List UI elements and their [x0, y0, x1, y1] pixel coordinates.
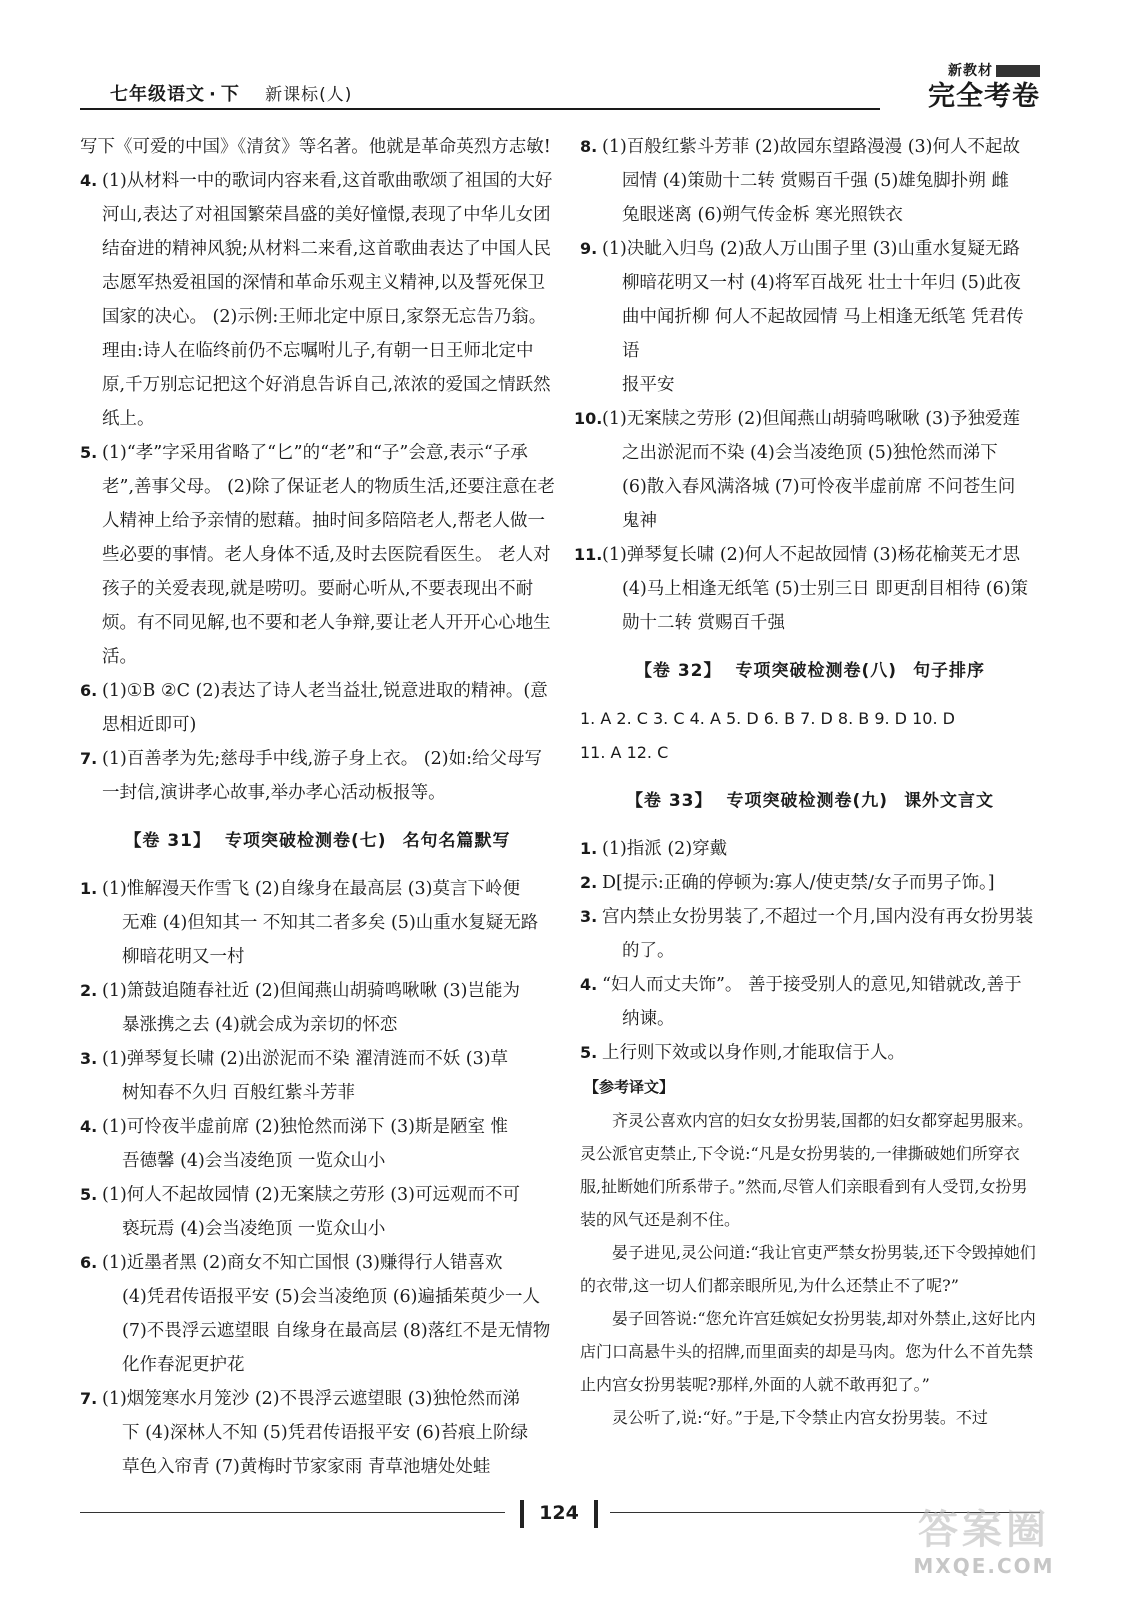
item-text: 上行则下效或以身作则,才能取信于人。 [602, 1043, 906, 1063]
section-topic: 句子排序 [913, 661, 986, 681]
item-text-continued: 草色入帘青 (7)黄梅时节家家雨 青草池塘处处蛙 [122, 1457, 491, 1477]
item-text-continued: 柳暗花明又一村 [122, 947, 245, 967]
brand-bar-icon [996, 65, 1040, 77]
item-text-continued: 无难 (4)但知其一 不知其二者多矣 (5)山重水复疑无路 [122, 913, 539, 933]
item-text: (1)百善孝为先;慈母手中线,游子身上衣。 (2)如:给父母写一封信,演讲孝心故事,举办孝心活动板报等。 [102, 749, 542, 803]
answer-item [80, 872, 555, 974]
item-text-continued: (4)凭君传语报平安 (5)会当凌绝顶 (6)遍插茱萸少一人 [122, 1287, 540, 1307]
header-title [110, 80, 352, 106]
item-text: (1)从材料一中的歌词内容来看,这首歌曲歌颂了祖国的大好河山,表达了对祖国繁荣昌盛的美好憧憬,表现了中华儿女团结奋进的精神风貌;从材料二来看,这首歌曲表达了中国人民志愿军热爱祖国的深情和革命乐观主义精神,以及誓死保卫国家的决心。 (2)示例:王师北定中原日,家祭无忘告乃翁。理由:诗人在临终前仍不忘嘱咐儿子,有朝一日王师北定中原,千万别忘记把这个好消息告诉自己,浓浓的爱国之情跃然纸上。 [102, 171, 553, 429]
item-number: 6. [80, 681, 98, 700]
translation-paragraph: 齐灵公喜欢内宫的妇女女扮男装,国都的妇女都穿起男服来。灵公派官吏禁止,下令说:“凡是女扮男装的,一律撕破她们所穿衣服,扯断她们所系带子。”然而,尽管人们亲眼看到有人受罚,女扮男装的风气还是刹不住。 [580, 1111, 1034, 1229]
item-text-continued: 园情 (4)策勋十二转 赏赐百千强 (5)雄兔脚扑朔 雌 [622, 171, 1009, 191]
item-text: (1)弹琴复长啸 (2)出淤泥而不染 濯清涟而不妖 (3)草 [102, 1049, 509, 1069]
item-number: 10. [574, 409, 603, 428]
item-text: 宫内禁止女扮男装了,不超过一个月,国内没有再女扮男装 [602, 907, 1034, 927]
item-number: 4. [580, 975, 598, 994]
answer-item [80, 974, 555, 1042]
answer-item [580, 832, 1040, 866]
item-text: (1)可怜夜半虚前席 (2)独怆然而涕下 (3)斯是陋室 惟 [102, 1117, 509, 1137]
item-number: 4. [80, 1117, 98, 1136]
answer-item [80, 1178, 555, 1246]
intro-line: 写下《可爱的中国》《清贫》等名著。他就是革命英烈方志敏! [80, 137, 551, 157]
answer-item [80, 436, 555, 674]
item-text: D[提示:正确的停顿为:寡人/使吏禁/女子而男子饰。] [602, 873, 995, 893]
item-number: 8. [580, 137, 598, 156]
section-title-31 [80, 824, 555, 858]
item-text-continued: 鬼神 [622, 511, 657, 531]
item-text-continued: 化作春泥更护花 [122, 1355, 245, 1375]
item-text: (1)近墨者黑 (2)商女不知亡国恨 (3)赚得行人错喜欢 [102, 1253, 503, 1273]
item-text-continued: (4)马上相逢无纸笔 (5)士别三日 即更刮目相待 (6)策 [622, 579, 1029, 599]
answer-item [80, 1246, 555, 1382]
item-number: 1. [80, 879, 98, 898]
item-number: 2. [80, 981, 98, 1000]
item-text: (1)“孝”字采用省略了“匕”的“老”和“子”会意,表示“子承老”,善事父母。 (2)除了保证老人的物质生活,还要注意在老人精神上给予亲情的慰藉。抽时间多陪陪老人,帮老人做一些必要的事情。老人身体不适,及时去医院看医生。 老人对孩子的关爱表现,就是唠叨。要耐心听从,不要表现出不耐烦。有不同见解,也不要和老人争辩,要让老人开开心心地生活。 [102, 443, 555, 667]
translation-paragraph: 灵公听了,说:“好。”于是,下令禁止内宫女扮男装。不过 [612, 1408, 988, 1427]
answer-item [580, 968, 1040, 1036]
section-33-answers [580, 832, 1040, 1070]
item-text-continued: 树知春不久归 百般红紫斗芳菲 [122, 1083, 356, 1103]
answer-item [80, 164, 555, 436]
answer-item [580, 1036, 1040, 1070]
item-text: (1)箫鼓追随春社近 (2)但闻燕山胡骑鸣啾啾 (3)岂能为 [102, 981, 520, 1001]
item-text-continued: (7)不畏浮云遮望眼 自缘身在最高层 (8)落红不是无情物 [122, 1321, 551, 1341]
item-text-continued: 下 (4)深林人不知 (5)凭君传语报平安 (6)苔痕上阶绿 [122, 1423, 529, 1443]
item-text: (1)何人不起故园情 (2)无案牍之劳形 (3)可远观而不可 [102, 1185, 520, 1205]
section-name: 专项突破检测卷(八) [735, 661, 898, 681]
answer-item [574, 402, 1040, 538]
answer-item [80, 1110, 555, 1178]
item-text: (1)指派 (2)穿戴 [602, 839, 728, 859]
answer-item [80, 742, 555, 810]
watermark-domain-text: MXQE.COM [913, 1554, 1055, 1578]
item-text-continued: 亵玩焉 (4)会当凌绝顶 一览众山小 [122, 1219, 386, 1239]
page-number: 124 [539, 1502, 579, 1524]
item-text: (1)烟笼寒水月笼沙 (2)不畏浮云遮望眼 (3)独怆然而涕 [102, 1389, 520, 1409]
item-text-continued: 兔眼迷离 (6)朔气传金柝 寒光照铁衣 [622, 205, 903, 225]
section-tag: 【卷 31】 [124, 831, 212, 851]
page-header [80, 60, 1040, 112]
item-number: 3. [580, 907, 598, 926]
item-text-continued: 之出淤泥而不染 (4)会当凌绝顶 (5)独怆然而涕下 [622, 443, 998, 463]
item-number: 5. [80, 443, 98, 462]
choice-answers-line: 11. A 12. C [580, 743, 669, 762]
item-number: 11. [574, 545, 603, 564]
item-number: 7. [80, 749, 98, 768]
watermark-logo [889, 1498, 1079, 1578]
answer-item [580, 900, 1040, 968]
grade-subject: 七年级语文 [110, 84, 205, 105]
section-30-continued [574, 130, 1040, 640]
section-31-answers [80, 872, 555, 1484]
item-text: (1)①B ②C (2)表达了诗人老当益壮,锐意进取的精神。(意思相近即可) [102, 681, 548, 735]
section-title-32 [580, 654, 1040, 688]
choice-answers-line: 1. A 2. C 3. C 4. A 5. D 6. B 7. D 8. B 9. D 10. D [580, 709, 955, 728]
item-number: 2. [580, 873, 598, 892]
answer-item [580, 866, 1040, 900]
item-text-continued: 暴涨携之去 (4)就会成为亲切的怀恋 [122, 1015, 398, 1035]
volume-label: 下 [220, 84, 240, 105]
curriculum-standard: 新课标(人) [265, 85, 353, 105]
item-number: 9. [580, 239, 598, 258]
item-number: 5. [580, 1043, 598, 1062]
left-column [80, 130, 555, 1484]
item-text-continued: 报平安 [622, 375, 675, 395]
item-text: (1)决眦入归鸟 (2)敌人万山围子里 (3)山重水复疑无路 [602, 239, 1020, 259]
answer-item [80, 1382, 555, 1484]
header-rule [80, 108, 880, 110]
item-text-continued: 勋十二转 赏赐百千强 [622, 613, 786, 633]
brand-small-text: 新教材 [948, 63, 993, 79]
title-separator: · [209, 84, 217, 105]
item-text-continued: 柳暗花明又一村 (4)将军百战死 壮士十年归 (5)此夜 [622, 273, 1021, 293]
answer-item [574, 538, 1040, 640]
item-number: 4. [80, 171, 98, 190]
section-name: 专项突破检测卷(七) [225, 831, 387, 851]
item-number: 1. [580, 839, 598, 858]
translation-paragraph: 晏子进见,灵公问道:“我让官吏严禁女扮男装,还下令毁掉她们的衣带,这一切人们都亲眼所见,为什么还禁止不了呢?” [580, 1243, 1036, 1295]
answer-item [80, 674, 555, 742]
watermark-big-text: 答案圈 [918, 1507, 1050, 1553]
reference-translation-label: 【参考译文】 [584, 1078, 675, 1096]
section-tag: 【卷 32】 [634, 661, 722, 681]
translation-paragraph: 晏子回答说:“您允许宫廷嫔妃女扮男装,却对外禁止,这好比内店门口高悬牛头的招牌,而里面卖的却是马肉。您为什么不首先禁止内宫女扮男装呢?那样,外面的人就不敢再犯了。” [580, 1309, 1036, 1394]
brand-logo [900, 60, 1040, 112]
section-topic: 名句名篇默写 [402, 831, 511, 851]
item-text: “妇人而丈夫饰”。 善于接受别人的意见,知错就改,善于 [602, 975, 1022, 995]
section-name: 专项突破检测卷(九) [726, 791, 889, 811]
answer-item [580, 232, 1040, 402]
item-text: (1)弹琴复长啸 (2)何人不起故园情 (3)杨花榆荚无才思 [602, 545, 1020, 565]
footer-rule [80, 1512, 505, 1513]
right-column [574, 130, 1040, 1434]
item-text: (1)惟解漫天作雪飞 (2)自缘身在最高层 (3)莫言下岭便 [102, 879, 520, 899]
section-tag: 【卷 33】 [625, 791, 713, 811]
item-number: 5. [80, 1185, 98, 1204]
section-topic: 课外文言文 [904, 791, 995, 811]
item-text-continued: 吾德馨 (4)会当凌绝顶 一览众山小 [122, 1151, 386, 1171]
item-text-continued: 的了。 [622, 941, 675, 961]
item-text-continued: 纳谏。 [622, 1009, 675, 1029]
answer-item [580, 130, 1040, 232]
answer-item [80, 1042, 555, 1110]
item-number: 6. [80, 1253, 98, 1272]
item-number: 7. [80, 1389, 98, 1408]
section-title-33 [580, 784, 1040, 818]
footer-bar [594, 1500, 598, 1528]
item-text-continued: (6)散入春风满洛城 (7)可怜夜半虚前席 不问苍生问 [622, 477, 1016, 497]
item-text: (1)百般红紫斗芳菲 (2)故园东望路漫漫 (3)何人不起故 [602, 137, 1020, 157]
brand-big-text: 完全考卷 [928, 81, 1040, 112]
reference-translation [580, 1104, 1040, 1434]
item-text-continued: 曲中闻折柳 何人不起故园情 马上相逢无纸笔 凭君传语 [622, 307, 1024, 361]
item-text: (1)无案牍之劳形 (2)但闻燕山胡骑鸣啾啾 (3)予独爱莲 [602, 409, 1020, 429]
item-number: 3. [80, 1049, 98, 1068]
